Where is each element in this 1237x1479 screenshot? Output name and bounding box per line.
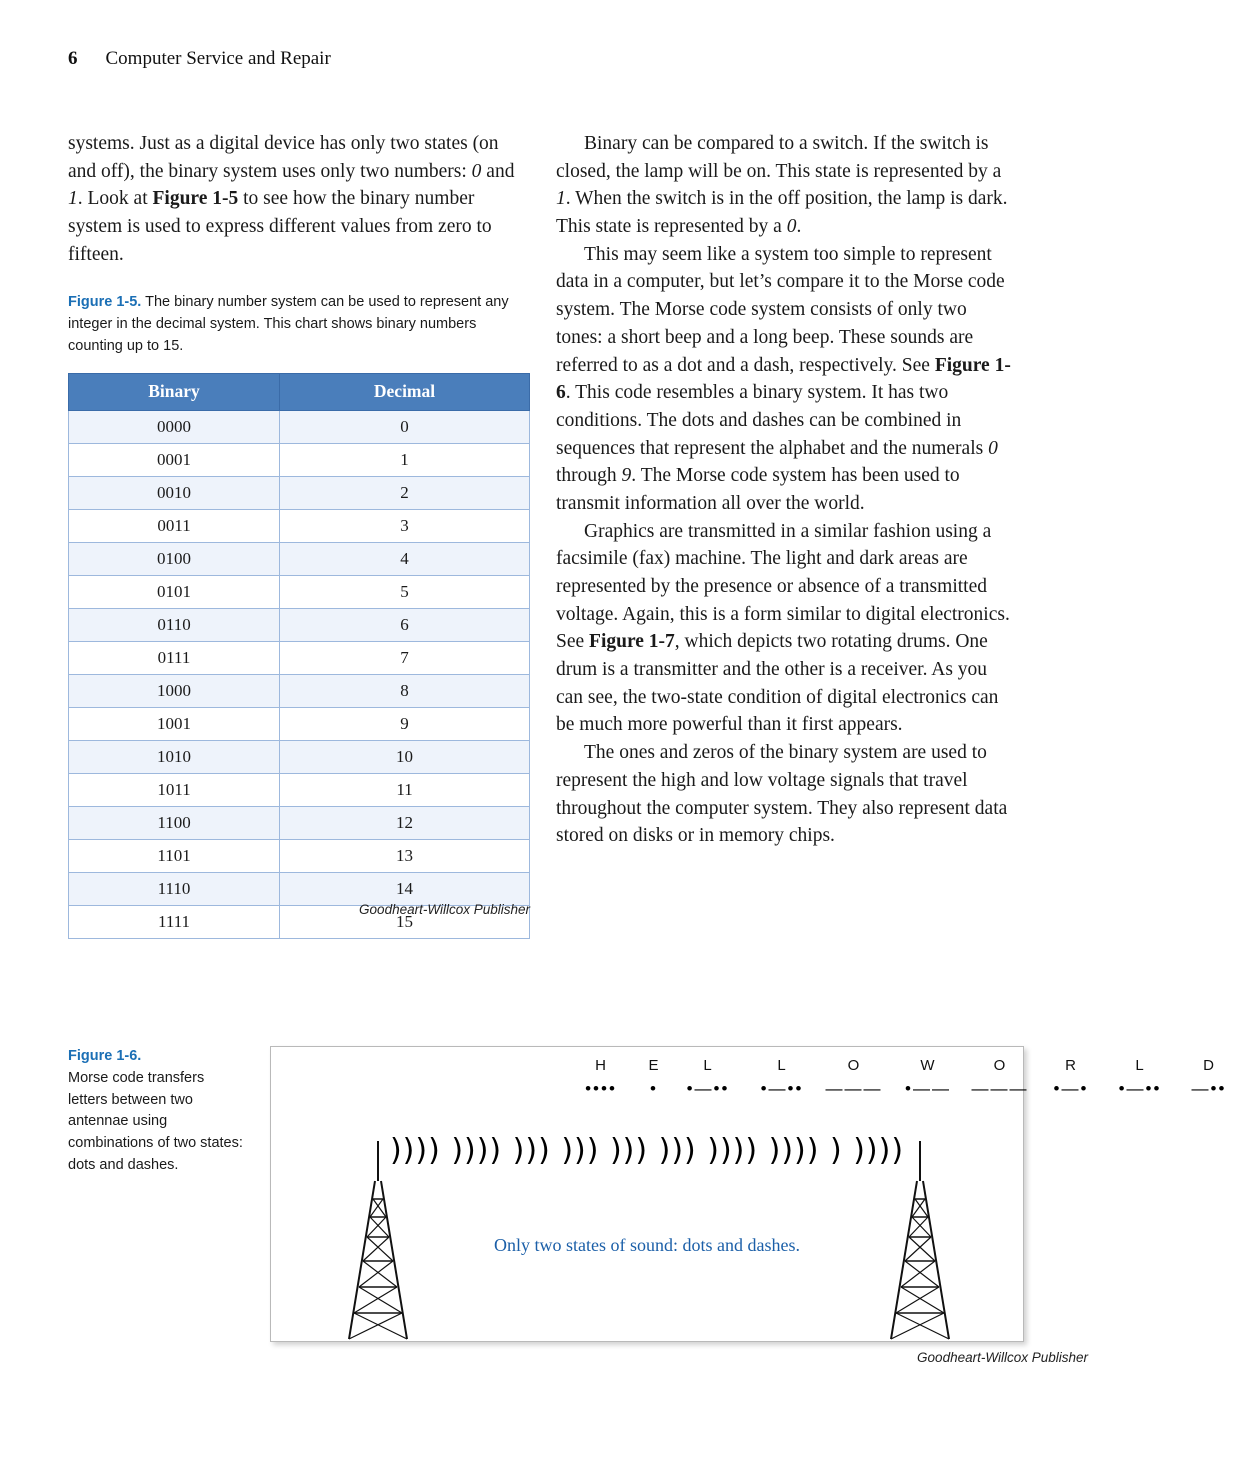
cell-decimal: 13 xyxy=(280,840,530,873)
cell-decimal: 11 xyxy=(280,774,530,807)
morse-letter-code: •—• xyxy=(1053,1079,1089,1098)
morse-letter-label: D xyxy=(1203,1057,1215,1074)
left-column-text xyxy=(68,130,530,268)
figure-1-6-label: Figure 1-6. xyxy=(68,1048,142,1064)
morse-letter-code: •—•• xyxy=(686,1079,730,1098)
cell-binary: 0110 xyxy=(69,609,280,642)
morse-letter-label: H xyxy=(595,1057,607,1074)
antenna-tower-right-icon xyxy=(885,1141,955,1341)
italic-nine: 9 xyxy=(621,465,632,487)
cell-binary: 1100 xyxy=(69,807,280,840)
cell-binary: 0111 xyxy=(69,642,280,675)
italic-one: 1 xyxy=(68,188,78,210)
running-head: Computer Service and Repair xyxy=(105,48,331,69)
morse-letter-e xyxy=(631,1057,677,1097)
text-run: Graphics are transmitted in a similar fashion using a facsimile (fax) machine. The light and dark areas are represented by the presence or absence of a transmitted voltage. Again, this is a form similar to digital electronics. See xyxy=(556,520,1010,653)
text-run: and xyxy=(481,160,515,182)
text-run: systems. Just as a digital device has only two states (on and off), the binary system uses only two numbers: xyxy=(68,133,499,182)
figure-reference: Figure 1-5 xyxy=(152,188,239,210)
text-run: , which depicts two rotating drums. One drum is a transmitter and the other is a receiver. As you can see, the two-state condition of digital electronics can be much more powerful than it first appears. xyxy=(556,631,999,736)
page-header xyxy=(68,48,331,70)
italic-zero: 0 xyxy=(988,437,998,459)
paragraph-ones-zeros: The ones and zeros of the binary system are used to represent the high and low voltage signals that travel throughout the computer system. They also represent data stored on disks or in memory chips. xyxy=(556,742,1008,847)
table-row xyxy=(69,543,530,576)
cell-decimal: 1 xyxy=(280,444,530,477)
cell-binary: 0001 xyxy=(69,444,280,477)
morse-letter-code: •—— xyxy=(905,1079,951,1098)
cell-binary: 1010 xyxy=(69,741,280,774)
paragraph-binary-switch xyxy=(556,130,1018,241)
cell-binary: 1110 xyxy=(69,873,280,906)
figure-1-5-label: Figure 1-5. xyxy=(68,294,142,310)
morse-letter-label: L xyxy=(1135,1057,1145,1074)
text-run: to see how the binary number system is used to express different values from zero to fifteen. xyxy=(68,188,492,265)
figure-1-5-caption-text: The binary number system can be used to represent any integer in the decimal system. This chart shows binary numbers counting up to 15. xyxy=(68,294,509,354)
morse-letter-o-1 xyxy=(823,1057,885,1097)
morse-letter-label: L xyxy=(777,1057,787,1074)
cell-decimal: 15 xyxy=(280,906,530,939)
cell-decimal: 3 xyxy=(280,510,530,543)
table-row xyxy=(69,609,530,642)
cell-binary: 1000 xyxy=(69,675,280,708)
morse-letter-r xyxy=(1043,1057,1099,1097)
cell-decimal: 10 xyxy=(280,741,530,774)
table-row xyxy=(69,873,530,906)
cell-binary: 0000 xyxy=(69,411,280,444)
column-header-binary: Binary xyxy=(69,374,280,411)
morse-letter-code: •••• xyxy=(585,1079,617,1098)
text-run: . Look at xyxy=(77,188,153,210)
table-row xyxy=(69,477,530,510)
morse-letter-d xyxy=(1181,1057,1237,1097)
table-row xyxy=(69,675,530,708)
paragraph-fax xyxy=(556,518,1018,740)
morse-letter-label: L xyxy=(703,1057,713,1074)
cell-decimal: 5 xyxy=(280,576,530,609)
column-header-decimal: Decimal xyxy=(280,374,530,411)
figure-1-6-caption-text: Morse code transfers letters between two antennae using combinations of two states: dots and dashes. xyxy=(68,1069,243,1173)
table-row xyxy=(69,840,530,873)
figure-1-6-note: Only two states of sound: dots and dashes. xyxy=(494,1235,800,1255)
cell-binary: 1101 xyxy=(69,840,280,873)
figure-1-5-credit: Goodheart-Willcox Publisher xyxy=(359,902,530,917)
figure-reference: Figure 1-7 xyxy=(589,631,675,653)
table-row xyxy=(69,576,530,609)
morse-letter-code: ——— xyxy=(971,1079,1029,1098)
cell-binary: 0011 xyxy=(69,510,280,543)
morse-letter-code: —•• xyxy=(1191,1079,1227,1098)
morse-letter-label: W xyxy=(920,1057,936,1074)
figure-reference: Figure 1-6 xyxy=(556,354,1011,404)
text-run: . This code resembles a binary system. It has two conditions. The dots and dashes can be combined in sequences that represent the alphabet and the numerals xyxy=(556,382,989,459)
morse-letter-l-3 xyxy=(1109,1057,1171,1097)
morse-letter-code: •—•• xyxy=(760,1079,804,1098)
morse-letter-code: • xyxy=(650,1079,658,1098)
cell-decimal: 4 xyxy=(280,543,530,576)
morse-letter-label: O xyxy=(993,1057,1007,1074)
table-header-row xyxy=(69,374,530,411)
cell-decimal: 0 xyxy=(280,411,530,444)
table-row xyxy=(69,741,530,774)
morse-letter-w xyxy=(897,1057,959,1097)
morse-letter-label: R xyxy=(1065,1057,1077,1074)
figure-1-6-illustration xyxy=(270,1046,1227,1342)
morse-letter-code: •—•• xyxy=(1118,1079,1162,1098)
text-run: through xyxy=(556,465,622,487)
table-row xyxy=(69,411,530,444)
morse-letter-code: ——— xyxy=(825,1079,883,1098)
table-row xyxy=(69,807,530,840)
cell-decimal: 8 xyxy=(280,675,530,708)
figure-1-5-caption xyxy=(68,292,518,357)
cell-binary: 1011 xyxy=(69,774,280,807)
figure-1-6-caption xyxy=(68,1046,243,1177)
table-row xyxy=(69,708,530,741)
table-row xyxy=(69,774,530,807)
morse-letter-h xyxy=(571,1057,631,1097)
italic-zero: 0 xyxy=(786,216,797,238)
figure-1-6-credit: Goodheart-Willcox Publisher xyxy=(917,1350,1088,1365)
morse-letter-l-2 xyxy=(751,1057,813,1097)
sound-wave-symbols: )))) )))) ))) ))) ))) ))) )))) )))) ) )))) xyxy=(389,1133,905,1168)
text-run: . xyxy=(796,216,802,238)
text-run: Binary can be compared to a switch. If the switch is closed, the lamp will be on. This state is represented by a xyxy=(556,133,1002,182)
cell-decimal: 7 xyxy=(280,642,530,675)
cell-decimal: 14 xyxy=(280,873,530,906)
table-row xyxy=(69,444,530,477)
italic-one: 1 xyxy=(556,188,566,210)
morse-letter-label: E xyxy=(648,1057,660,1074)
morse-code-row xyxy=(271,1057,1227,1129)
antenna-tower-left-icon xyxy=(343,1141,413,1341)
paragraph-morse-code xyxy=(556,241,1018,518)
cell-decimal: 12 xyxy=(280,807,530,840)
page-number: 6 xyxy=(68,48,78,69)
cell-binary: 0101 xyxy=(69,576,280,609)
text-run: . When the switch is in the off position, the lamp is dark. This state is represented by a xyxy=(556,188,1008,238)
table-row xyxy=(69,642,530,675)
cell-decimal: 6 xyxy=(280,609,530,642)
morse-letter-label: O xyxy=(847,1057,861,1074)
binary-decimal-table xyxy=(68,373,530,939)
morse-letter-l-1 xyxy=(677,1057,739,1097)
text-run: This may seem like a system too simple to represent data in a computer, but let’s compare it to the Morse code system. The Morse code system consists of only two tones: a short beep and a long beep. These sounds are referred to as a dot and a dash, respectively. See xyxy=(556,243,1005,376)
italic-zero: 0 xyxy=(471,160,482,182)
morse-letter-o-2 xyxy=(969,1057,1031,1097)
cell-binary: 0010 xyxy=(69,477,280,510)
cell-binary: 1111 xyxy=(69,906,280,939)
table-row xyxy=(69,510,530,543)
cell-decimal: 9 xyxy=(280,708,530,741)
right-column-text xyxy=(556,130,1018,850)
paragraph-continued xyxy=(68,130,530,268)
cell-binary: 1001 xyxy=(69,708,280,741)
text-run: . The Morse code system has been used to transmit information all over the world. xyxy=(556,465,960,514)
cell-decimal: 2 xyxy=(280,477,530,510)
cell-binary: 0100 xyxy=(69,543,280,576)
